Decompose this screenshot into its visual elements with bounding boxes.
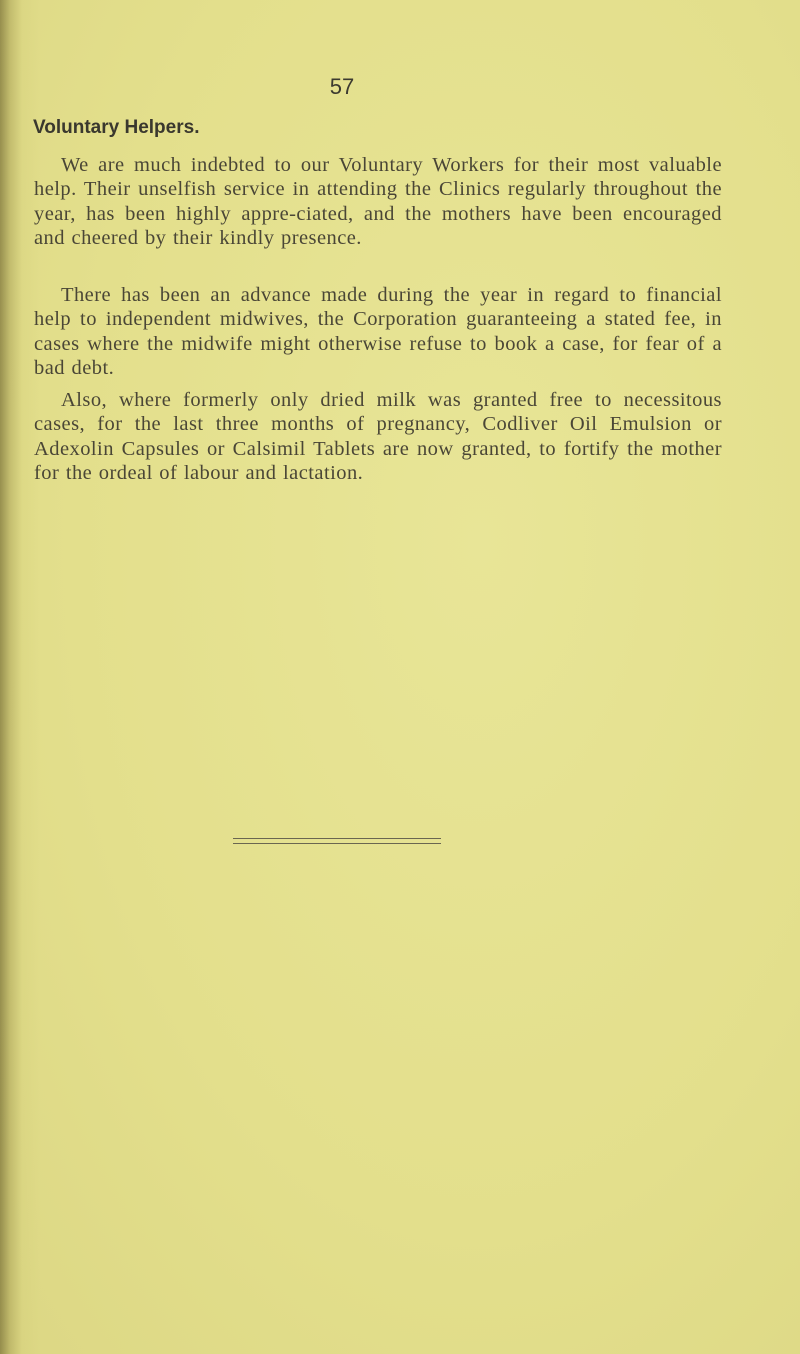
paragraph-financial-help: There has been an advance made during the year in regard to financial help to independent midwives, the Corporation guaranteeing a stated fee, in cases where the midwife might otherwise refuse to book a case, for fear of a bad debt. (34, 284, 722, 380)
page-number: 57 (329, 74, 355, 99)
paragraph-voluntary-workers: We are much indebted to our Voluntary Workers for their most valuable help. Their unselfish service in attending the Clinics regularly throughout the year, has been highly appre-ciated, and the mothers have been encouraged and cheered by their kindly presence. (34, 154, 722, 250)
end-rule-top (233, 838, 441, 839)
paragraph-dried-milk: Also, where formerly only dried milk was granted free to necessitous cases, for the last three months of pregnancy, Codliver Oil Emulsion or Adexolin Capsules or Calsimil Tablets are now granted, to fortify the mother for the ordeal of labour and lactation. (34, 389, 722, 485)
end-rule-bottom (233, 843, 441, 844)
section-heading: Voluntary Helpers. (33, 117, 200, 138)
